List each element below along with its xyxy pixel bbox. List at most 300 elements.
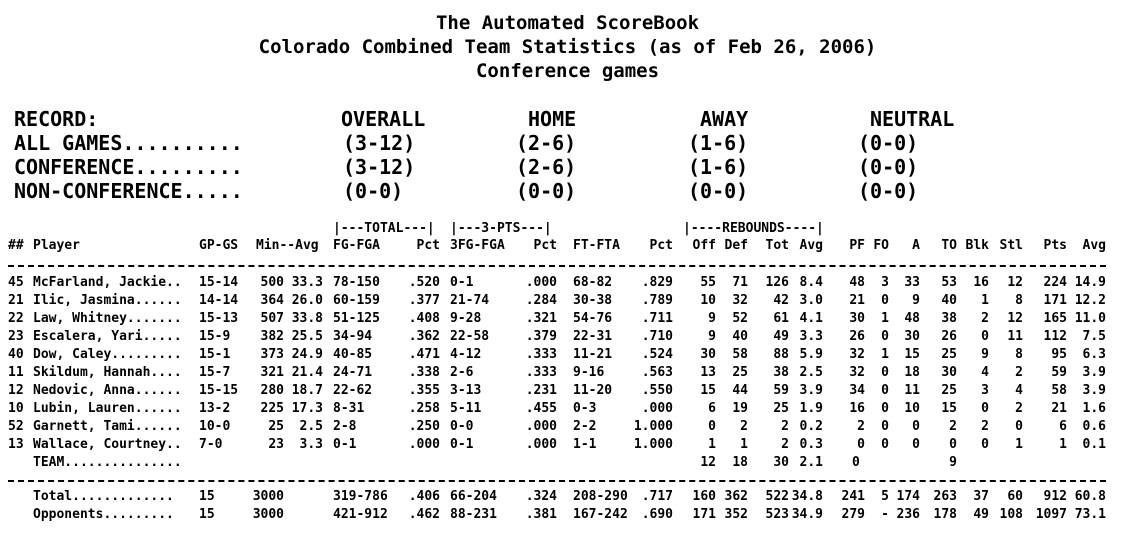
stat-cell: 108	[999, 507, 1023, 522]
stat-cell: 171	[692, 507, 716, 522]
stat-cell: 1.9	[799, 401, 823, 416]
stat-cell: 60-159	[333, 293, 380, 308]
record-label: RECORD:	[14, 107, 99, 131]
column-header: Player	[33, 238, 80, 253]
stat-cell: 16	[849, 401, 865, 416]
record-value: (2-6)	[516, 131, 577, 155]
stat-cell: 15	[199, 507, 215, 522]
stat-cell: 0-1	[333, 437, 357, 452]
stat-cell: 78-150	[333, 275, 380, 290]
stat-cell: 12	[1007, 275, 1023, 290]
stat-cell: .333	[525, 347, 557, 362]
stat-cell: 2	[981, 419, 989, 434]
stat-cell: 3	[881, 275, 889, 290]
stat-cell: 0.6	[1082, 419, 1106, 434]
stat-cell: 208-290	[573, 489, 628, 504]
stat-cell: 6	[708, 401, 716, 416]
stat-cell: 0-1	[450, 275, 474, 290]
stat-cell: 40-85	[333, 347, 373, 362]
stat-cell: 34.9	[791, 507, 823, 522]
stat-cell: 7-0	[199, 437, 223, 452]
stat-cell: 0	[912, 437, 920, 452]
stat-cell: 3000	[252, 489, 284, 504]
stat-cell: 1.000	[633, 419, 673, 434]
column-header: Pct	[416, 238, 440, 253]
stat-cell: 9	[708, 311, 716, 326]
stat-cell: 3-13	[450, 383, 482, 398]
stat-cell: 33.3	[291, 275, 323, 290]
stat-cell: 10	[904, 401, 920, 416]
column-header: 3FG-FGA	[450, 238, 505, 253]
stat-cell: .324	[525, 489, 557, 504]
stat-cell: 10	[700, 293, 716, 308]
stat-cell: 5.9	[799, 347, 823, 362]
player-name: Escalera, Yari.....	[33, 329, 182, 344]
stat-cell: 12.2	[1074, 293, 1106, 308]
column-header: A	[912, 238, 920, 253]
stat-cell: 49	[773, 329, 789, 344]
stat-cell: 112	[1043, 329, 1067, 344]
stat-cell: 51-125	[333, 311, 380, 326]
stat-cell: 421-912	[333, 507, 388, 522]
stat-cell: 60	[1007, 489, 1023, 504]
stat-cell: 912	[1043, 489, 1067, 504]
stat-cell: 25.5	[291, 329, 323, 344]
stat-cell: 22-62	[333, 383, 373, 398]
stat-cell: 0	[881, 401, 889, 416]
report-subtitle: Colorado Combined Team Statistics (as of Feb 26, 2006)	[258, 36, 877, 58]
stat-cell: 2	[857, 419, 865, 434]
stat-cell: 11.0	[1074, 311, 1106, 326]
stat-cell: 40	[941, 293, 957, 308]
stat-cell: 53	[941, 275, 957, 290]
stat-cell: .250	[408, 419, 440, 434]
record-value: (0-0)	[858, 155, 919, 179]
stat-cell: 48	[849, 275, 865, 290]
stat-cell: 4.1	[799, 311, 823, 326]
stat-cell: 4-12	[450, 347, 482, 362]
stat-cell: .284	[525, 293, 557, 308]
stat-cell: .000	[408, 437, 440, 452]
stat-cell: 4	[1015, 383, 1023, 398]
stat-cell: 263	[933, 489, 957, 504]
player-name: Ilic, Jasmina......	[33, 293, 182, 308]
stat-cell: 3000	[252, 507, 284, 522]
stat-cell: 32	[732, 293, 748, 308]
record-value: (0-0)	[343, 179, 404, 203]
stat-cell: 9	[949, 455, 957, 470]
column-header: Off	[692, 238, 716, 253]
stat-cell: 3.3	[799, 329, 823, 344]
stat-cell: 11	[1007, 329, 1023, 344]
stat-cell: 12	[700, 455, 716, 470]
stat-cell: 9-16	[573, 365, 605, 380]
column-header: Min--Avg	[256, 238, 319, 253]
stat-cell: .379	[525, 329, 557, 344]
stat-cell: 0	[708, 419, 716, 434]
stat-cell: 48	[904, 311, 920, 326]
stat-cell: 38	[941, 311, 957, 326]
record-column-header: AWAY	[700, 107, 749, 131]
column-header: PF	[849, 238, 865, 253]
stat-cell: 33	[904, 275, 920, 290]
stat-cell: 52	[732, 311, 748, 326]
stat-cell: 2	[1015, 365, 1023, 380]
stat-cell: 1	[708, 437, 716, 452]
stat-cell: 0	[857, 437, 865, 452]
stat-cell: 9	[708, 329, 716, 344]
stat-cell: 382	[260, 329, 284, 344]
stat-cell: 0	[981, 401, 989, 416]
stat-cell: 58	[732, 347, 748, 362]
stat-cell: 500	[260, 275, 284, 290]
player-name: Law, Whitney.......	[33, 311, 182, 326]
stat-cell: 9	[981, 347, 989, 362]
stat-cell: 25	[773, 401, 789, 416]
stat-cell: .000	[525, 437, 557, 452]
stat-cell: .455	[525, 401, 557, 416]
stat-cell: 71	[732, 275, 748, 290]
stat-cell: 34-94	[333, 329, 373, 344]
stat-cell: 1	[881, 311, 889, 326]
stat-cell: 3.9	[1082, 365, 1106, 380]
player-name: Wallace, Courtney..	[33, 437, 182, 452]
group-header-total: |---TOTAL---|	[333, 221, 435, 236]
stat-cell: 13	[8, 437, 24, 452]
stat-cell: 0-1	[450, 437, 474, 452]
stat-cell: 52	[8, 419, 24, 434]
record-value: (0-0)	[516, 179, 577, 203]
stat-cell: 32	[849, 365, 865, 380]
stat-cell: 165	[1043, 311, 1067, 326]
team-label: TEAM...............	[33, 455, 182, 470]
stat-cell: 15-15	[199, 383, 239, 398]
divider	[8, 480, 1106, 482]
stat-cell: 25	[732, 365, 748, 380]
stat-cell: 236	[896, 507, 920, 522]
record-value: (0-0)	[858, 131, 919, 155]
stat-cell: 225	[260, 401, 284, 416]
record-value: (0-0)	[688, 179, 749, 203]
stat-cell: 42	[773, 293, 789, 308]
stat-cell: .690	[641, 507, 673, 522]
stat-cell: 0	[881, 365, 889, 380]
stat-cell: 319-786	[333, 489, 388, 504]
stat-cell: 3	[981, 383, 989, 398]
stat-cell: 88	[773, 347, 789, 362]
stat-cell: 126	[765, 275, 789, 290]
column-header: Def	[724, 238, 748, 253]
stat-cell: 15-9	[199, 329, 231, 344]
stat-cell: .524	[641, 347, 673, 362]
stat-cell: 37	[973, 489, 989, 504]
stat-cell: 8	[1015, 347, 1023, 362]
stat-cell: 362	[724, 489, 748, 504]
stat-cell: 45	[8, 275, 24, 290]
column-header: Pct	[649, 238, 673, 253]
record-row-label: NON-CONFERENCE.....	[14, 179, 243, 203]
stat-cell: 15	[700, 383, 716, 398]
stat-cell: 21	[1051, 401, 1067, 416]
totals-label: Opponents.........	[33, 507, 174, 522]
column-header: Avg	[1082, 238, 1106, 253]
stat-cell: 6	[1059, 419, 1067, 434]
stat-cell: 95	[1051, 347, 1067, 362]
stat-cell: 0-3	[573, 401, 597, 416]
stat-cell: 61	[773, 311, 789, 326]
stat-cell: 23	[268, 437, 284, 452]
stat-cell: 10-0	[199, 419, 231, 434]
stat-cell: 30	[700, 347, 716, 362]
column-header: GP-GS	[199, 238, 239, 253]
stat-cell: 23	[8, 329, 24, 344]
totals-label: Total.............	[33, 489, 174, 504]
stat-cell: 1	[1015, 437, 1023, 452]
stat-cell: 364	[260, 293, 284, 308]
stat-cell: 17.3	[291, 401, 323, 416]
stat-cell: 174	[896, 489, 920, 504]
stat-cell: 18.7	[291, 383, 323, 398]
stat-cell: 178	[933, 507, 957, 522]
column-header: Blk	[965, 238, 989, 253]
stat-cell: 1097	[1035, 507, 1067, 522]
stat-cell: 32	[849, 347, 865, 362]
stat-cell: 0	[1015, 419, 1023, 434]
stat-cell: 18	[904, 365, 920, 380]
stat-cell: 14-14	[199, 293, 239, 308]
stat-cell: .000	[641, 401, 673, 416]
stat-cell: 2	[781, 419, 789, 434]
stat-cell: .711	[641, 311, 673, 326]
stat-cell: 21.4	[291, 365, 323, 380]
stat-cell: 373	[260, 347, 284, 362]
record-column-header: OVERALL	[341, 107, 426, 131]
stat-cell: 30	[904, 329, 920, 344]
stat-cell: 1.6	[1082, 401, 1106, 416]
stat-cell: .362	[408, 329, 440, 344]
stat-cell: 1	[981, 293, 989, 308]
stat-cell: 22-31	[573, 329, 613, 344]
stat-cell: 21	[849, 293, 865, 308]
record-value: (2-6)	[516, 155, 577, 179]
stat-cell: 54-76	[573, 311, 613, 326]
stat-cell: 15	[199, 489, 215, 504]
stat-cell: 4	[981, 365, 989, 380]
column-header: Avg	[799, 238, 823, 253]
stat-cell: 58	[1051, 383, 1067, 398]
stat-cell: 13-2	[199, 401, 231, 416]
stat-cell: 0	[912, 419, 920, 434]
stat-cell: .717	[641, 489, 673, 504]
player-name: Garnett, Tami......	[33, 419, 182, 434]
stat-cell: 40	[8, 347, 24, 362]
stat-cell: 15-14	[199, 275, 239, 290]
group-header-rebounds: |----REBOUNDS----|	[683, 221, 824, 236]
record-column-header: HOME	[528, 107, 577, 131]
stat-cell: 55	[700, 275, 716, 290]
stat-cell: 0	[881, 293, 889, 308]
player-name: Nedovic, Anna......	[33, 383, 182, 398]
stat-cell: 26	[849, 329, 865, 344]
player-name: Dow, Caley.........	[33, 347, 182, 362]
divider	[8, 265, 1106, 267]
stat-cell: 321	[260, 365, 284, 380]
stat-cell: 38	[773, 365, 789, 380]
stat-cell: .333	[525, 365, 557, 380]
stat-cell: 1	[740, 437, 748, 452]
stat-cell: 22-58	[450, 329, 490, 344]
stat-cell: .000	[525, 275, 557, 290]
stat-cell: 8	[1015, 293, 1023, 308]
stat-cell: 15-1	[199, 347, 231, 362]
stat-cell: 25	[941, 347, 957, 362]
record-column-header: NEUTRAL	[870, 107, 955, 131]
column-header: Tot	[765, 238, 789, 253]
stat-cell: 24-71	[333, 365, 373, 380]
stat-cell: 2	[740, 419, 748, 434]
stat-cell: 21-74	[450, 293, 490, 308]
stat-cell: 15-13	[199, 311, 239, 326]
stat-cell: 171	[1043, 293, 1067, 308]
stat-cell: .258	[408, 401, 440, 416]
stat-cell: 44	[732, 383, 748, 398]
stat-cell: 25	[941, 383, 957, 398]
player-name: Lubin, Lauren......	[33, 401, 182, 416]
stat-cell: 34	[849, 383, 865, 398]
stat-cell: 0	[981, 437, 989, 452]
stat-cell: 167-242	[573, 507, 628, 522]
stat-cell: 3.9	[799, 383, 823, 398]
record-value: (1-6)	[688, 131, 749, 155]
stat-cell: 522	[765, 489, 789, 504]
stat-cell: 26	[941, 329, 957, 344]
stat-cell: 0	[881, 419, 889, 434]
column-header: Pts	[1043, 238, 1067, 253]
stat-cell: 7.5	[1082, 329, 1106, 344]
stat-cell: .829	[641, 275, 673, 290]
stat-cell: 30	[941, 365, 957, 380]
stat-cell: .471	[408, 347, 440, 362]
stat-cell: 2.5	[799, 365, 823, 380]
stat-cell: 2	[949, 419, 957, 434]
stat-cell: 2	[781, 437, 789, 452]
stat-cell: 24.9	[291, 347, 323, 362]
stat-cell: 14.9	[1074, 275, 1106, 290]
stat-cell: 30	[849, 311, 865, 326]
stat-cell: 2-6	[450, 365, 474, 380]
stat-cell: 3.3	[299, 437, 323, 452]
stat-cell: .563	[641, 365, 673, 380]
stat-cell: .321	[525, 311, 557, 326]
stat-cell: 15-7	[199, 365, 231, 380]
stat-cell: 16	[973, 275, 989, 290]
stat-cell: 0	[981, 329, 989, 344]
record-row-label: ALL GAMES..........	[14, 131, 243, 155]
record-value: (3-12)	[343, 155, 416, 179]
stat-cell: 0	[881, 383, 889, 398]
stat-cell: 224	[1043, 275, 1067, 290]
stat-cell: 352	[724, 507, 748, 522]
column-header: ##	[8, 238, 24, 253]
stat-cell: 26.0	[291, 293, 323, 308]
stat-cell: 3.0	[799, 293, 823, 308]
stat-cell: 21	[8, 293, 24, 308]
stat-cell: 279	[841, 507, 865, 522]
stat-cell: .338	[408, 365, 440, 380]
stat-cell: 3.9	[1082, 383, 1106, 398]
stat-cell: 59	[1051, 365, 1067, 380]
stat-cell: 0-0	[450, 419, 474, 434]
stat-cell: 11-20	[573, 383, 613, 398]
stat-cell: 280	[260, 383, 284, 398]
stat-cell: .520	[408, 275, 440, 290]
stat-cell: 19	[732, 401, 748, 416]
stat-cell: 88-231	[450, 507, 497, 522]
report-scope: Conference games	[475, 60, 660, 82]
stat-cell: 0	[949, 437, 957, 452]
stat-cell: 66-204	[450, 489, 497, 504]
stat-cell: 49	[973, 507, 989, 522]
stat-cell: 68-82	[573, 275, 613, 290]
stat-cell: 6.3	[1082, 347, 1106, 362]
stat-cell: 5	[881, 489, 889, 504]
stat-cell: 11-21	[573, 347, 613, 362]
stat-cell: .408	[408, 311, 440, 326]
stat-cell: 40	[732, 329, 748, 344]
stat-cell: .355	[408, 383, 440, 398]
column-header: FG-FGA	[333, 238, 380, 253]
column-header: Stl	[999, 238, 1023, 253]
record-value: (3-12)	[343, 131, 416, 155]
stat-cell: 1	[881, 347, 889, 362]
column-header: FO	[873, 238, 889, 253]
stat-cell: .231	[525, 383, 557, 398]
stat-cell: 15	[941, 401, 957, 416]
stat-cell: 2.5	[299, 419, 323, 434]
stat-cell: 2-2	[573, 419, 597, 434]
stat-cell: 1.000	[633, 437, 673, 452]
stat-cell: 1	[1059, 437, 1067, 452]
stat-cell: 0	[852, 455, 860, 470]
stat-cell: 25	[268, 419, 284, 434]
stat-cell: 30	[773, 455, 789, 470]
group-header-3pts: |---3-PTS---|	[450, 221, 552, 236]
stat-cell: 507	[260, 311, 284, 326]
stat-cell: .000	[525, 419, 557, 434]
stat-cell: .710	[641, 329, 673, 344]
player-name: McFarland, Jackie..	[33, 275, 182, 290]
stat-cell: 9	[912, 293, 920, 308]
stat-cell: 30-38	[573, 293, 613, 308]
stat-cell: 1-1	[573, 437, 597, 452]
stat-cell: 2.1	[799, 455, 823, 470]
stat-cell: .550	[641, 383, 673, 398]
stat-cell: 0	[881, 329, 889, 344]
stat-cell: 10	[8, 401, 24, 416]
stat-cell: 160	[692, 489, 716, 504]
stat-cell: .377	[408, 293, 440, 308]
column-header: TO	[941, 238, 957, 253]
stat-cell: 2	[1015, 401, 1023, 416]
stat-cell: 15	[904, 347, 920, 362]
record-value: (1-6)	[688, 155, 749, 179]
stat-cell: 73.1	[1074, 507, 1106, 522]
stat-cell: .462	[408, 507, 440, 522]
stat-cell: 59	[773, 383, 789, 398]
stat-cell: 0.2	[799, 419, 823, 434]
stat-cell: 11	[8, 365, 24, 380]
stat-cell: 22	[8, 311, 24, 326]
